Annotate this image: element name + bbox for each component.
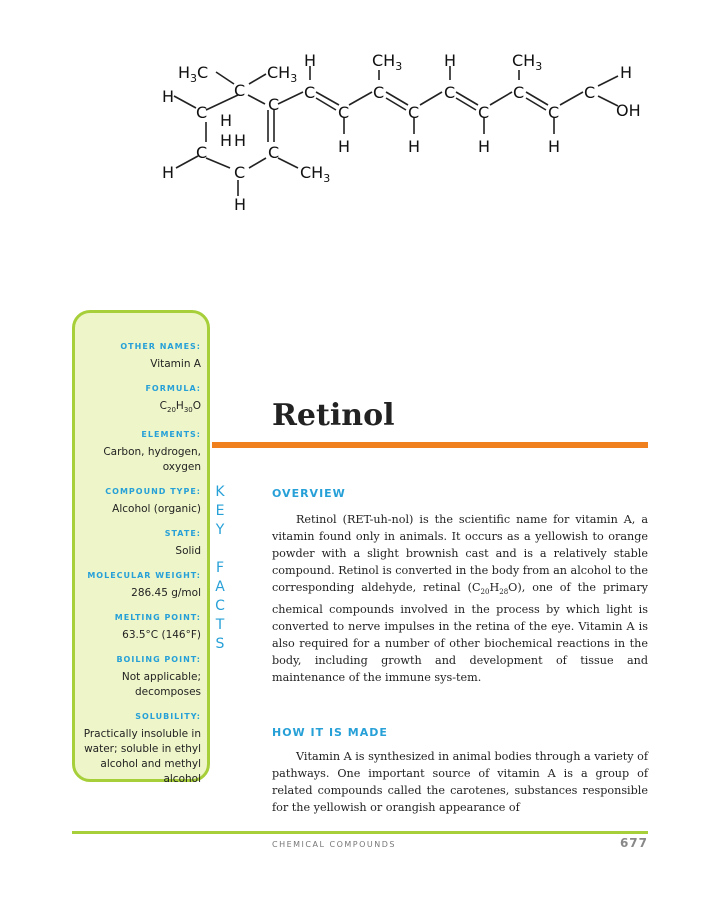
atom-h-9: H xyxy=(408,137,421,156)
page-number: 677 xyxy=(619,836,648,850)
key-fact-label: STATE: xyxy=(164,529,201,539)
page-title: Retinol xyxy=(272,398,395,433)
retinol-structural-formula xyxy=(150,40,660,220)
atom-ch3-ring-bottom: $CH_3$ xyxy=(300,163,331,185)
atom-ch3-ring-right: $CH_3$ xyxy=(267,63,298,85)
atom-c-chain-3: C xyxy=(373,83,385,102)
key-fact-label: ELEMENTS: xyxy=(141,430,201,440)
atom-c-ring-2: C xyxy=(196,103,208,122)
atom-c-ring-6: C xyxy=(268,143,280,162)
key-fact-label: FORMULA: xyxy=(145,384,201,393)
key-fact-melting-point xyxy=(71,612,201,643)
atom-ch3-ring-left: $H_3C$ xyxy=(178,63,209,85)
atom-h-6: H xyxy=(234,195,247,214)
key-facts-list xyxy=(71,341,201,798)
atom-h-5: H xyxy=(162,163,175,182)
key-fact-value: Solid xyxy=(175,545,201,558)
overview-heading: OVERVIEW xyxy=(272,487,346,500)
atom-c-ring-4: C xyxy=(234,163,246,182)
overview-paragraph: Retinol (RET-uh-nol) is the scientific name for vitamin A, a vitamin found only in animals. It occurs as a yellowish to orange powder with a slight brownish cast and is a relatively stable compound. Retinol is converted in the body from an alcohol to the corresponding aldehyde, retinal $(C_{20}H_{28}O)$, one of the primary chemical compounds involved in the process by which light is converted to nerve impulses in the retina of the eye. Vitamin A is also required for a number of other biochemical reactions in the body, including growth and development of tissue and maintenance of the immune sys-tem. xyxy=(272,513,648,685)
footer-book-title: CHEMICAL COMPOUNDS xyxy=(272,840,396,849)
atom-c-chain-4: C xyxy=(408,103,420,122)
atom-h-4: H xyxy=(234,131,247,150)
key-fact-label: SOLUBILITY: xyxy=(135,712,201,722)
key-fact-value: Carbon, hydrogen, oxygen xyxy=(103,446,201,474)
key-fact-elements xyxy=(71,429,201,475)
how-it-is-made-paragraph: Vitamin A is synthesized in animal bodies through a variety of pathways. One important source of vitamin A is a group of related compounds called the carotenes, substances responsible for the yellowish or orangish appearance of xyxy=(272,750,648,814)
atom-oh: OH xyxy=(616,101,641,120)
atom-h-2: H xyxy=(220,111,233,130)
atom-h-12: H xyxy=(548,137,561,156)
key-fact-value: Alcohol (organic) xyxy=(112,503,201,516)
key-fact-label: MOLECULAR WEIGHT: xyxy=(87,571,201,581)
key-fact-value-formula: $C_{20}H_{30}O$ xyxy=(159,400,201,415)
key-fact-molecular-weight xyxy=(71,570,201,601)
atom-c-chain-2: C xyxy=(338,103,350,122)
atom-labels xyxy=(162,51,641,214)
atom-c-chain-7: C xyxy=(513,83,525,102)
atom-h-7: H xyxy=(304,51,317,70)
key-fact-label: BOILING POINT: xyxy=(116,655,201,665)
atom-c-ring-3: C xyxy=(196,143,208,162)
key-fact-boiling-point xyxy=(71,654,201,700)
key-facts-panel xyxy=(72,310,210,786)
atom-h-10: H xyxy=(444,51,457,70)
atom-c-chain-1: C xyxy=(304,83,316,102)
title-underline xyxy=(212,442,648,448)
key-facts-vertical-heading: K E Y F A C T S xyxy=(215,484,225,652)
key-fact-value: 286.45 g/mol xyxy=(131,587,201,600)
atom-c-chain-8: C xyxy=(548,103,560,122)
atom-c-chain-6: C xyxy=(478,103,490,122)
key-fact-solubility xyxy=(71,711,201,787)
atom-ch3-chain-1: $CH_3$ xyxy=(372,51,403,73)
how-it-is-made-heading: HOW IT IS MADE xyxy=(272,726,388,739)
key-fact-other-names xyxy=(71,341,201,372)
atom-h-1: H xyxy=(162,87,175,106)
key-fact-formula xyxy=(71,383,201,418)
atom-ch3-chain-2: $CH_3$ xyxy=(512,51,543,73)
key-fact-value: Vitamin A xyxy=(150,358,201,370)
key-fact-label: MELTING POINT: xyxy=(114,613,201,623)
key-fact-state xyxy=(71,528,201,559)
atom-c-gem: C xyxy=(234,81,246,100)
atom-h-13: H xyxy=(620,63,633,82)
key-fact-value: Not applicable; decomposes xyxy=(121,671,201,699)
key-fact-value: Practically insoluble in water; soluble in ethyl alcohol and methyl alcohol xyxy=(83,728,201,786)
key-fact-value: 63.5°C (146°F) xyxy=(122,629,201,642)
atom-c-chain-9: C xyxy=(584,83,596,102)
key-fact-compound-type xyxy=(71,486,201,517)
atom-c-ring-5: C xyxy=(268,95,280,114)
atom-c-chain-5: C xyxy=(444,83,456,102)
atom-h-3: H xyxy=(220,131,233,150)
key-fact-label: COMPOUND TYPE: xyxy=(105,487,201,497)
key-fact-label: OTHER NAMES: xyxy=(120,342,201,351)
atom-h-8: H xyxy=(338,137,351,156)
atom-h-11: H xyxy=(478,137,491,156)
footer-rule xyxy=(72,831,648,834)
